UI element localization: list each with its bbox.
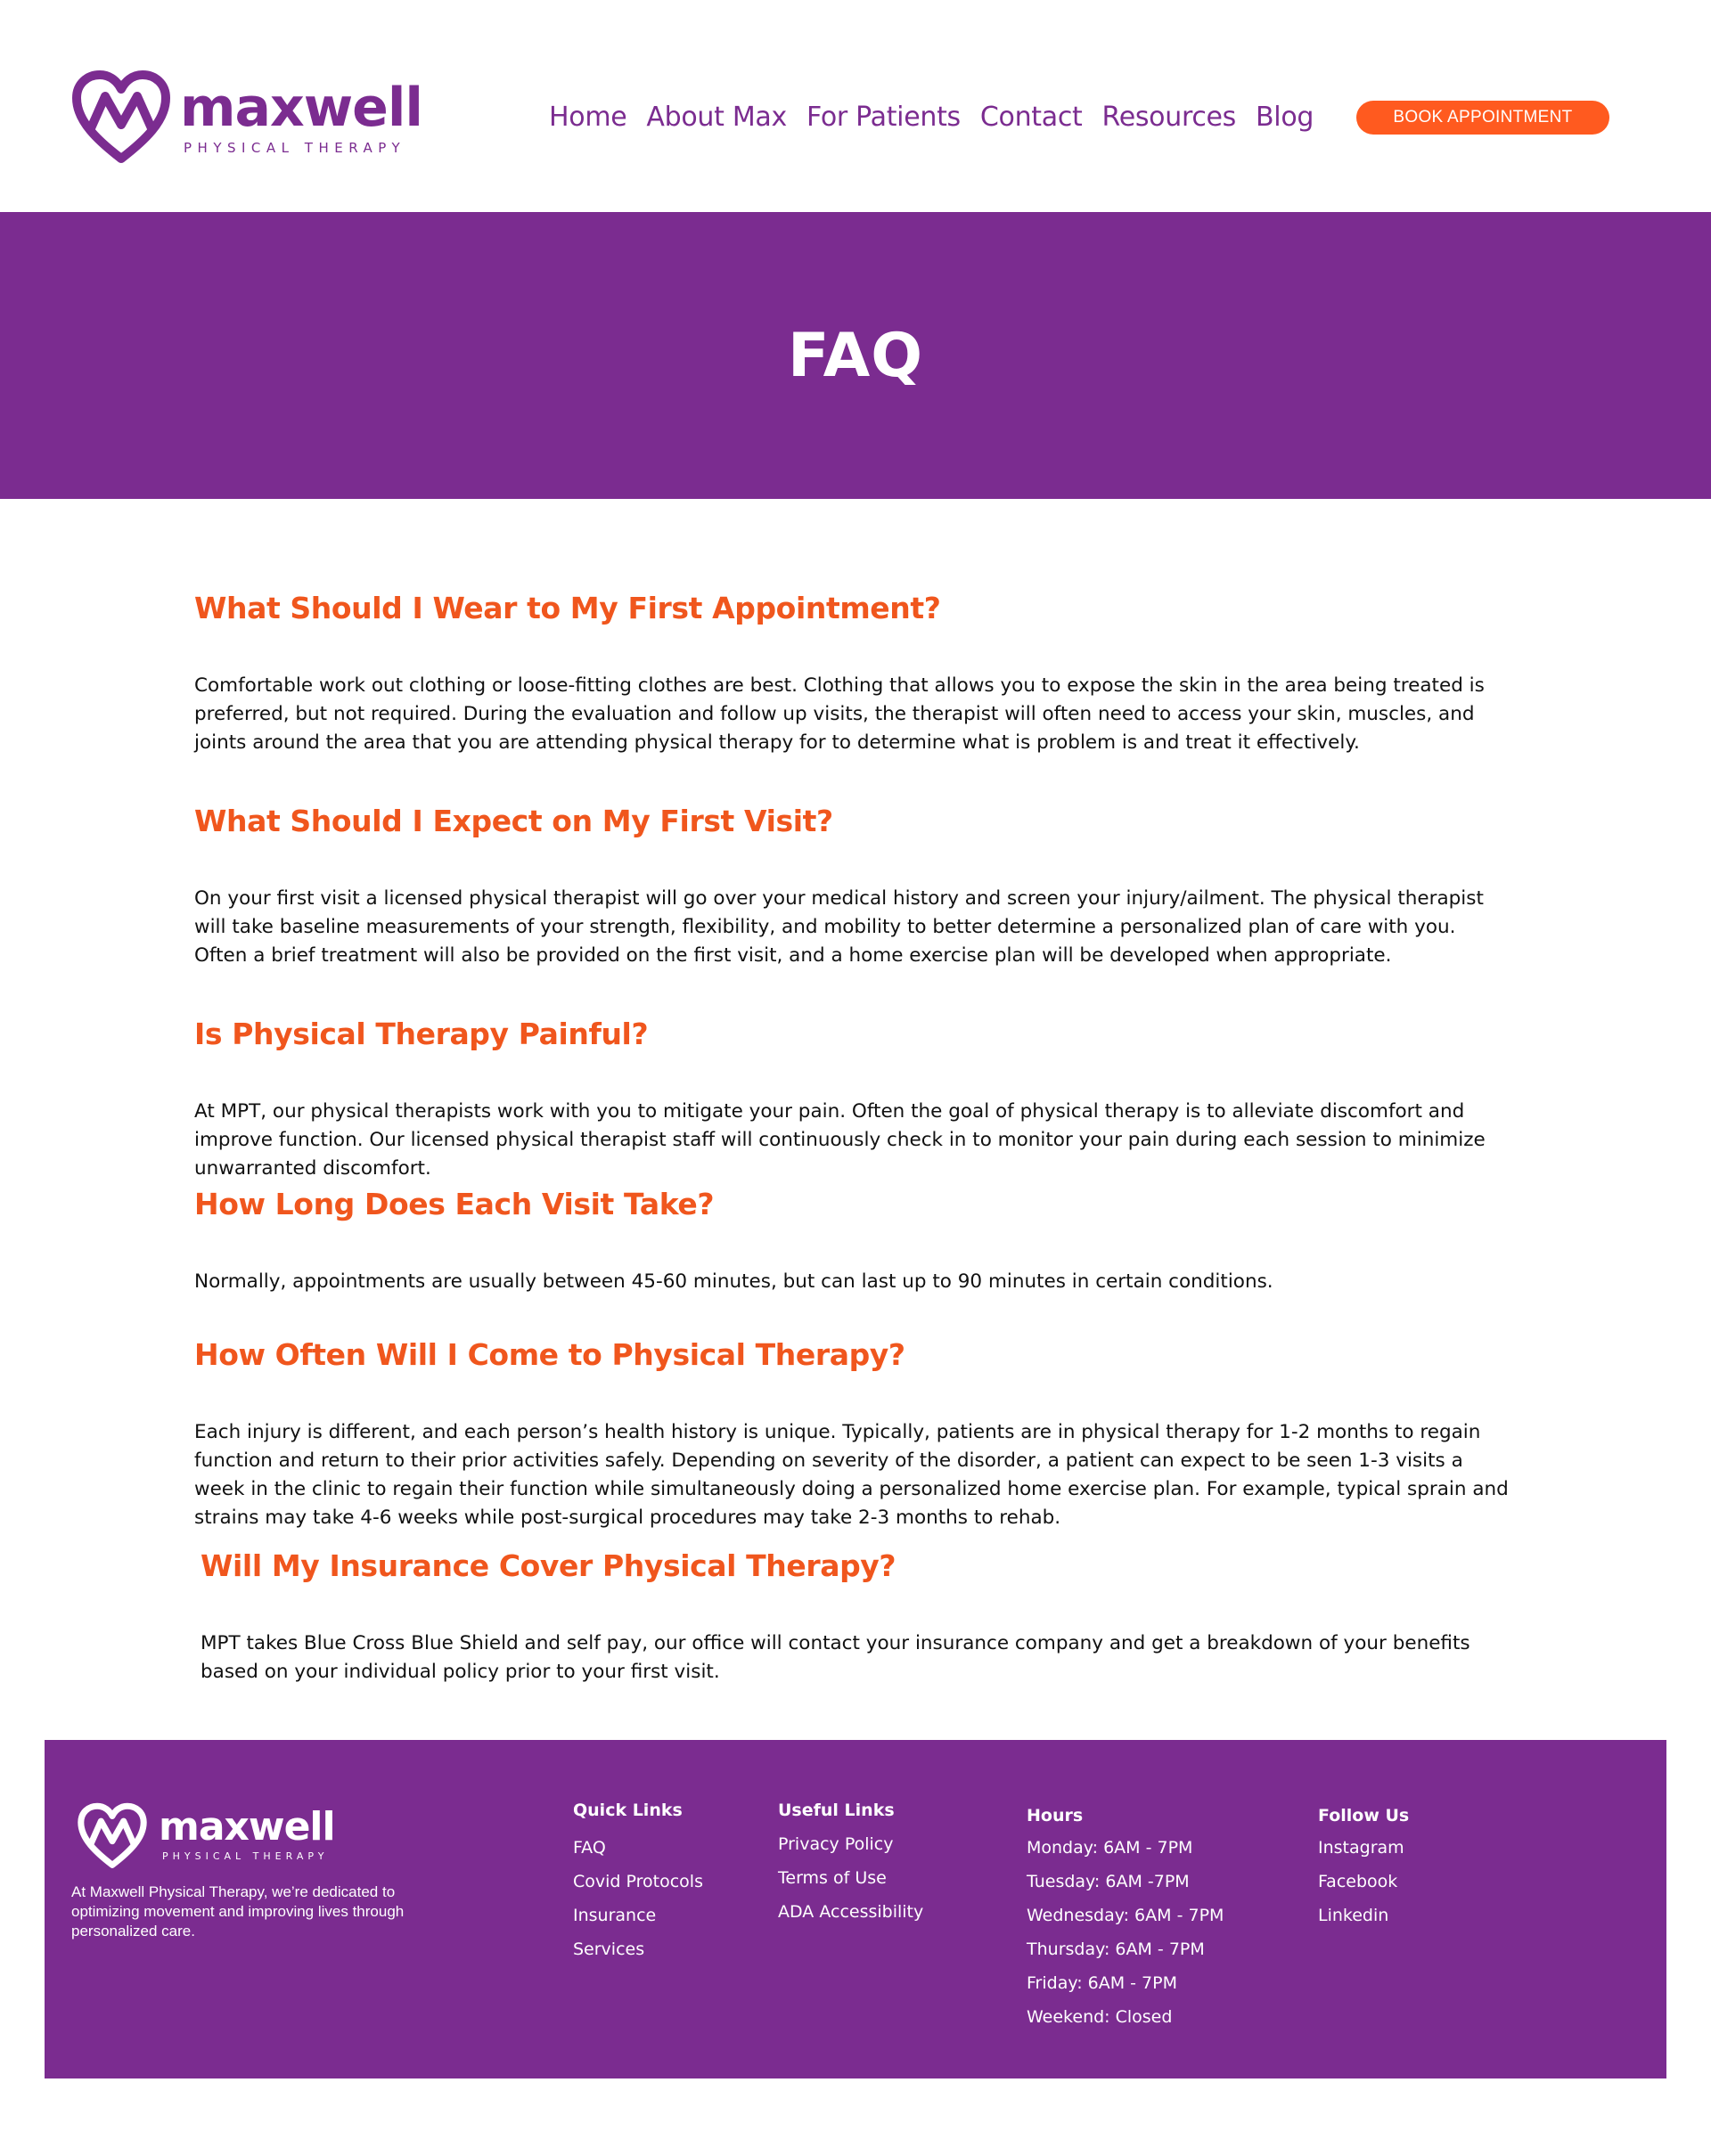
nav-for-patients[interactable]: For Patients <box>806 102 961 133</box>
main-nav <box>549 98 1314 137</box>
faq-item-painful <box>194 1014 1513 1180</box>
footer-quick-links <box>573 1799 703 1966</box>
footer-follow-us <box>1318 1804 1409 1932</box>
footer-useful-links <box>778 1799 923 1929</box>
footer-logo-tagline: PHYSICAL THERAPY <box>162 1850 329 1862</box>
footer-link-facebook[interactable]: Facebook <box>1318 1872 1398 1891</box>
footer-link-privacy-policy[interactable]: Privacy Policy <box>778 1834 894 1854</box>
faq-item-wear <box>194 588 1513 754</box>
footer-link-faq[interactable]: FAQ <box>573 1838 606 1858</box>
hours-weekend: Weekend: Closed <box>1027 2007 1173 2027</box>
logo-wordmark: maxwell <box>180 77 422 139</box>
footer-link-services[interactable]: Services <box>573 1940 645 1959</box>
hours-thursday: Thursday: 6AM - 7PM <box>1027 1940 1205 1959</box>
logo-tagline: PHYSICAL THERAPY <box>184 140 406 156</box>
hours-monday: Monday: 6AM - 7PM <box>1027 1838 1193 1858</box>
heart-logo-icon <box>77 1802 148 1870</box>
site-header <box>0 0 1711 212</box>
heart-logo-icon <box>71 69 171 166</box>
site-logo[interactable] <box>71 69 422 167</box>
faq-item-expect <box>194 801 1513 967</box>
faq-question: How Often Will I Come to Physical Therapy? <box>194 1337 905 1372</box>
nav-resources[interactable]: Resources <box>1101 102 1237 133</box>
hero-banner <box>0 212 1711 499</box>
faq-answer: On your first visit a licensed physical therapist will go over your medical history and screen your injury/ailment. The physical therapist will take baseline measurements of your strength, flexibility, and mobility to better determine a personalized plan of care with you. Often a brief treatment will also be provided on the first visit, and a home exercise plan will be developed when appropriate. <box>194 887 1484 967</box>
footer-column-title: Quick Links <box>573 1801 683 1820</box>
hours-friday: Friday: 6AM - 7PM <box>1027 1973 1177 1993</box>
faq-question: Will My Insurance Cover Physical Therapy? <box>201 1548 896 1583</box>
nav-blog[interactable]: Blog <box>1256 102 1314 133</box>
faq-item-insurance <box>201 1546 1519 1683</box>
book-appointment-button[interactable]: BOOK APPOINTMENT <box>1356 101 1609 135</box>
footer-hours <box>1027 1804 1224 2034</box>
faq-item-duration <box>194 1184 1513 1293</box>
page-title: FAQ <box>787 320 924 391</box>
faq-answer: Comfortable work out clothing or loose-fitting clothes are best. Clothing that allows you to expose the skin in the area being treated is preferred, but not required. During the evaluation and follow up visits, the therapist will often need to access your skin, muscles, and joints around the area that you are attending physical therapy for to determine what is problem is and treat it effectively. <box>194 674 1485 754</box>
hours-wednesday: Wednesday: 6AM - 7PM <box>1027 1906 1224 1925</box>
footer-column-title: Useful Links <box>778 1801 895 1820</box>
footer-column-title: Hours <box>1027 1806 1084 1825</box>
faq-answer: At MPT, our physical therapists work with you to mitigate your pain. Often the goal of physical therapy is to alleviate discomfort and improve function. Our licensed physical therapist staff will continuously check in to monitor your pain during each session to minimize unwarranted discomfort. <box>194 1100 1486 1180</box>
site-footer <box>45 1740 1666 2078</box>
faq-question: What Should I Wear to My First Appointment? <box>194 591 941 625</box>
footer-logo[interactable] <box>77 1802 344 1874</box>
hours-tuesday: Tuesday: 6AM -7PM <box>1027 1872 1190 1891</box>
nav-about-max[interactable]: About Max <box>646 102 787 133</box>
faq-answer: Normally, appointments are usually between 45-60 minutes, but can last up to 90 minutes in certain conditions. <box>194 1270 1273 1293</box>
faq-item-frequency <box>194 1335 1513 1529</box>
nav-contact[interactable]: Contact <box>979 102 1083 133</box>
footer-link-ada-accessibility[interactable]: ADA Accessibility <box>778 1902 924 1922</box>
faq-question: What Should I Expect on My First Visit? <box>194 804 833 838</box>
footer-link-covid-protocols[interactable]: Covid Protocols <box>573 1872 703 1891</box>
faq-answer: MPT takes Blue Cross Blue Shield and self pay, our office will contact your insurance company and get a breakdown of your benefits based on your individual policy prior to your first visit. <box>201 1632 1470 1683</box>
footer-logo-wordmark: maxwell <box>159 1804 335 1850</box>
nav-home[interactable]: Home <box>549 102 627 133</box>
faq-question: How Long Does Each Visit Take? <box>194 1187 715 1221</box>
footer-column-title: Follow Us <box>1318 1806 1410 1825</box>
faq-question: Is Physical Therapy Painful? <box>194 1017 649 1051</box>
footer-link-linkedin[interactable]: Linkedin <box>1318 1906 1389 1925</box>
faq-answer: Each injury is different, and each person’s health history is unique. Typically, patients are in physical therapy for 1-2 months to regain function and return to their prior activities safely. Depending on severity of the disorder, a patient can expect to be seen 1-3 visits a week in the clinic to regain their function while simultaneously doing a personalized home exercise plan. For example, typical sprain and strains may take 4-6 weeks while post-surgical procedures may take 2-3 months to rehab. <box>194 1421 1509 1529</box>
footer-link-instagram[interactable]: Instagram <box>1318 1838 1404 1858</box>
footer-link-terms-of-use[interactable]: Terms of Use <box>778 1868 887 1888</box>
footer-link-insurance[interactable]: Insurance <box>573 1906 657 1925</box>
footer-about-text: At Maxwell Physical Therapy, we’re dedicated to optimizing movement and improving lives through personalized care. <box>71 1883 405 1940</box>
